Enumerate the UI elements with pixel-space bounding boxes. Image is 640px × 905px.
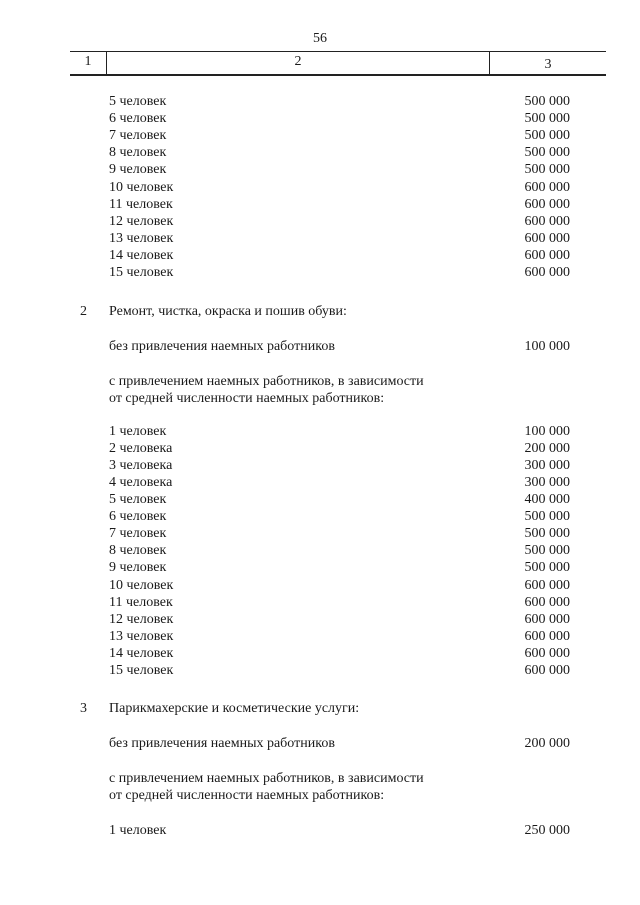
table-row [0,373,640,390]
row-value: 300 000 [524,475,570,490]
table-row [0,338,640,355]
row-value: 600 000 [524,248,570,263]
row-label: Ремонт, чистка, окраска и пошив обуви: [109,304,347,319]
row-value: 250 000 [524,823,570,838]
row-value: 500 000 [524,162,570,177]
table-row [0,628,640,645]
row-label: 15 человек [109,265,174,280]
row-value: 600 000 [524,663,570,678]
row-value: 400 000 [524,492,570,507]
header-bottom-rule [70,74,606,76]
table-row [0,423,640,440]
row-label: 13 человек [109,629,174,644]
table-row [0,662,640,679]
row-value: 600 000 [524,231,570,246]
row-label: от средней численности наемных работников: [109,391,385,406]
table-row [0,474,640,491]
row-label: 6 человек [109,111,167,126]
row-value: 600 000 [524,214,570,229]
row-label: 5 человек [109,94,167,109]
row-label: 3 человека [109,458,173,473]
row-label: с привлечением наемных работников, в зависимости [109,771,424,786]
row-label: без привлечения наемных работников [109,736,335,751]
row-value: 600 000 [524,595,570,610]
header-top-rule [70,51,606,52]
row-label: без привлечения наемных работников [109,339,335,354]
row-label: 8 человек [109,145,167,160]
row-label: 10 человек [109,180,174,195]
table-row [0,508,640,525]
row-label: 12 человек [109,612,174,627]
section-number: 3 [80,701,87,716]
row-value: 600 000 [524,265,570,280]
row-label: 6 человек [109,509,167,524]
table-row [0,577,640,594]
header-col-1: 1 [84,54,92,69]
row-value: 500 000 [524,111,570,126]
row-label: 14 человек [109,248,174,263]
row-value: 600 000 [524,180,570,195]
table-row [0,110,640,127]
table-row [0,542,640,559]
row-value: 500 000 [524,543,570,558]
row-value: 600 000 [524,197,570,212]
row-label: 8 человек [109,543,167,558]
row-label: 1 человек [109,823,167,838]
section-number: 2 [80,304,87,319]
row-label: 7 человек [109,526,167,541]
table-row [0,144,640,161]
row-value: 500 000 [524,128,570,143]
table-row [0,457,640,474]
row-value: 600 000 [524,578,570,593]
page-number: 56 [313,31,327,46]
section-heading-row [0,303,640,320]
row-label: 14 человек [109,646,174,661]
row-value: 600 000 [524,629,570,644]
table-row [0,247,640,264]
table-row [0,93,640,110]
row-label: 2 человека [109,441,173,456]
row-value: 200 000 [524,441,570,456]
row-label: 13 человек [109,231,174,246]
table-row [0,390,640,407]
row-value: 100 000 [524,424,570,439]
table-row [0,525,640,542]
section-heading-row [0,700,640,717]
row-value: 500 000 [524,526,570,541]
row-value: 500 000 [524,560,570,575]
row-value: 600 000 [524,646,570,661]
row-value: 200 000 [524,736,570,751]
table-row [0,440,640,457]
row-value: 500 000 [524,145,570,160]
row-value: 500 000 [524,94,570,109]
table-row [0,230,640,247]
table-row [0,645,640,662]
row-label: с привлечением наемных работников, в зависимости [109,374,424,389]
row-label: 9 человек [109,162,167,177]
row-value: 100 000 [524,339,570,354]
row-label: 12 человек [109,214,174,229]
row-label: от средней численности наемных работников: [109,788,385,803]
row-label: 5 человек [109,492,167,507]
row-label: 4 человека [109,475,173,490]
header-col-3: 3 [544,57,552,72]
table-row [0,179,640,196]
header-col-2: 2 [294,54,302,69]
table-row [0,822,640,839]
row-label: 7 человек [109,128,167,143]
row-value: 500 000 [524,509,570,524]
row-label: 11 человек [109,595,173,610]
row-label: Парикмахерские и косметические услуги: [109,701,360,716]
table-row [0,611,640,628]
table-row [0,213,640,230]
table-row [0,559,640,576]
table-row [0,770,640,787]
table-row [0,161,640,178]
row-label: 10 человек [109,578,174,593]
row-value: 300 000 [524,458,570,473]
row-label: 15 человек [109,663,174,678]
row-label: 9 человек [109,560,167,575]
table-row [0,264,640,281]
row-value: 600 000 [524,612,570,627]
table-row [0,735,640,752]
row-label: 1 человек [109,424,167,439]
table-row [0,787,640,804]
row-label: 11 человек [109,197,173,212]
table-row [0,196,640,213]
table-row [0,594,640,611]
table-row [0,127,640,144]
table-row [0,491,640,508]
